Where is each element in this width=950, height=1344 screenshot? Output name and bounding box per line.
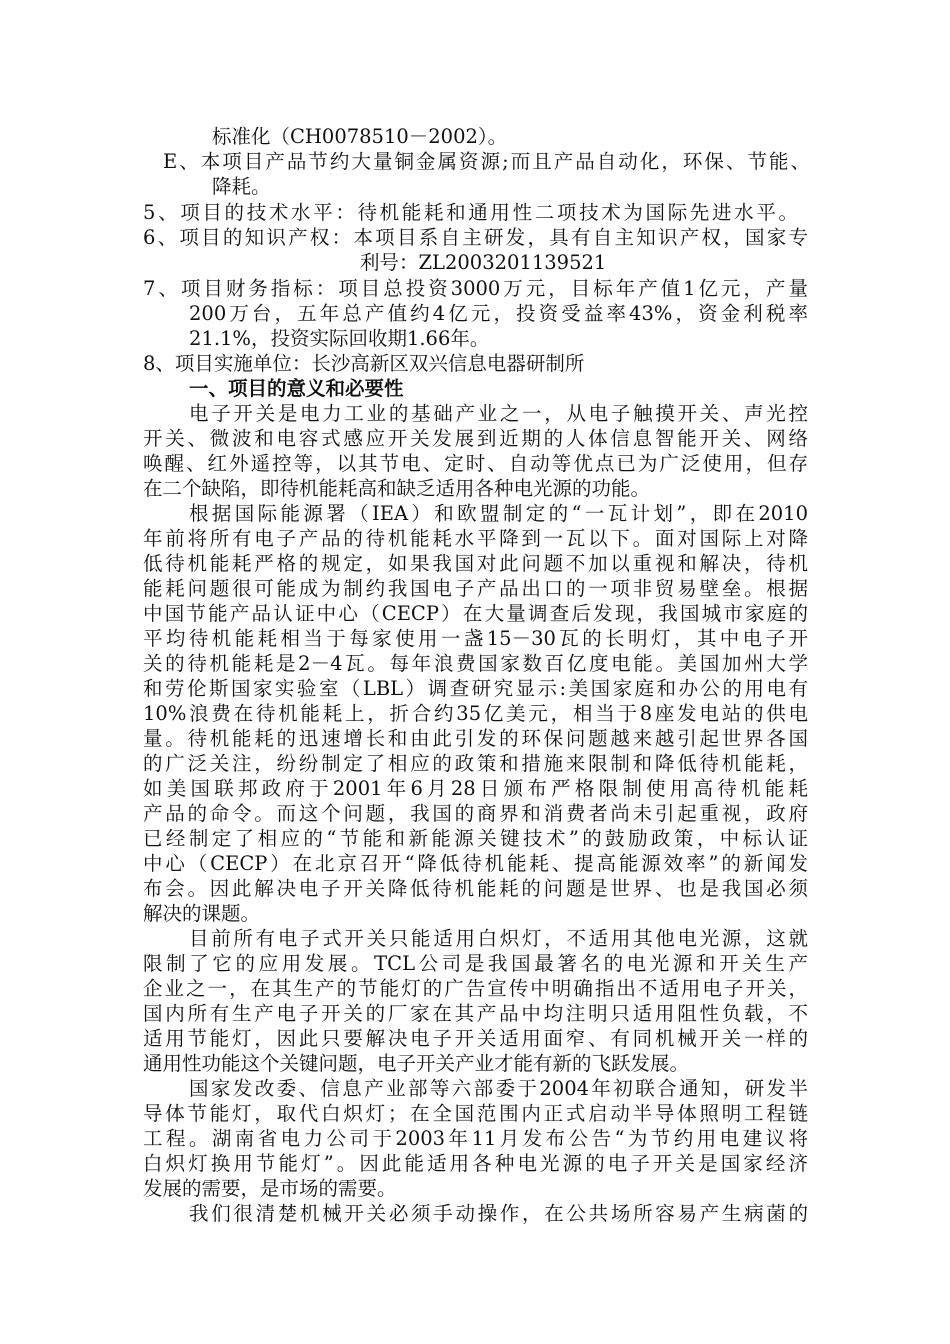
text-line: 开关、微波和电容式感应开关发展到近期的人体信息智能开关、网络	[143, 427, 808, 450]
text-line: 国内所有生产电子开关的厂家在其产品中均注明只适用阻性负载，不	[143, 1002, 808, 1025]
text-line: 目前所有电子式开关只能适用白炽灯，不适用其他电光源，这就	[189, 927, 808, 950]
text-line: 导体节能灯，取代白炽灯；在全国范围内正式启动半导体照明工程链	[143, 1102, 808, 1125]
text-line: 国家发改委、信息产业部等六部委于2004年初联合通知，研发半	[189, 1077, 808, 1100]
text-line: 工程。湖南省电力公司于2003年11月发布公告“为节约用电建议将	[143, 1127, 808, 1150]
text-line: 企业之一，在其生产的节能灯的广告宣传中明确指出不适用电子开关，	[143, 977, 808, 1000]
text-line: 解决的课题。	[143, 902, 261, 925]
text-line: 200万台，五年总产值约4亿元，投资受益率43%，资金利税率	[189, 302, 808, 325]
text-line: 标准化（CH0078510－2002）。	[212, 125, 508, 148]
text-line: 量。待机能耗的迅速增长和由此引发的环保问题越来越引起世界各国	[143, 727, 808, 750]
text-line: 适用节能灯，因此只要解决电子开关适用面窄、有同机械开关一样的	[143, 1027, 808, 1050]
text-line: 电子开关是电力工业的基础产业之一，从电子触摸开关、声光控	[189, 402, 808, 425]
text-line: 在二个缺陷，即待机能耗高和缺乏适用各种电光源的功能。	[143, 477, 651, 500]
text-line: 降耗。	[212, 175, 271, 198]
text-line: 能耗问题很可能成为制约我国电子产品出口的一项非贸易壁垒。根据	[143, 577, 808, 600]
text-line: 8、项目实施单位：长沙高新区双兴信息电器研制所	[143, 352, 585, 375]
text-line: 白炽灯换用节能灯”。因此能适用各种电光源的电子开关是国家经济	[143, 1152, 808, 1175]
text-line: 限制了它的应用发展。TCL公司是我国最箸名的电光源和开关生产	[143, 952, 808, 975]
text-line: 6、项目的知识产权：本项目系自主研发，具有自主知识产权，国家专	[143, 226, 808, 249]
text-line: 如美国联邦政府于2001年6月28日颁布严格限制使用高待机能耗	[143, 777, 808, 800]
text-line: 21.1%，投资实际回收期1.66年。	[189, 327, 490, 350]
text-line: 关的待机能耗是2－4瓦。每年浪费国家数百亿度电能。美国加州大学	[143, 652, 808, 675]
text-line: 中国节能产品认证中心（CECP）在大量调查后发现，我国城市家庭的	[143, 602, 808, 625]
text-line: 10%浪费在待机能耗上，折合约35亿美元，相当于8座发电站的供电	[143, 702, 808, 725]
text-line: 通用性功能这个关键问题，电子开关产业才能有新的飞跃发展。	[143, 1052, 690, 1075]
text-line: 7、项目财务指标：项目总投资3000万元，目标年产值1亿元，产量	[143, 277, 808, 300]
text-line: 年前将所有电子产品的待机能耗水平降到一瓦以下。面对国际上对降	[143, 527, 808, 550]
text-line: 发展的需要，是市场的需要。	[143, 1177, 397, 1200]
text-line: 5、项目的技术水平：待机能耗和通用性二项技术为国际先进水平。	[143, 201, 798, 224]
text-line: 根据国际能源署（IEA）和欧盟制定的“一瓦计划”，即在2010	[189, 502, 808, 525]
text-line: E、本项目产品节约大量铜金属资源;而且产品自动化，环保、节能、	[163, 150, 810, 173]
text-line: 布会。因此解决电子开关降低待机能耗的问题是世界、也是我国必须	[143, 877, 808, 900]
text-line: 产品的命令。而这个问题，我国的商界和消费者尚未引起重视，政府	[143, 802, 808, 825]
text-line: 已经制定了相应的“节能和新能源关键技术”的鼓励政策，中标认证	[143, 827, 808, 850]
section-heading: 一、项目的意义和必要性	[189, 377, 404, 400]
text-line: 我们很清楚机械开关必须手动操作，在公共场所容易产生病菌的	[189, 1202, 808, 1225]
text-line: 低待机能耗严格的规定，如果我国对此问题不加以重视和解决，待机	[143, 552, 808, 575]
text-line: 平均待机能耗相当于每家使用一盏15－30瓦的长明灯，其中电子开	[143, 627, 808, 650]
text-line: 利号：ZL2003201139521	[360, 251, 607, 274]
text-line: 和劳伦斯国家实验室（LBL）调查研究显示:美国家庭和办公的用电有	[143, 677, 808, 700]
text-line: 的广泛关注，纷纷制定了相应的政策和措施来限制和降低待机能耗，	[143, 752, 808, 775]
text-line: 中心（CECP）在北京召开“降低待机能耗、提高能源效率”的新闻发	[143, 852, 808, 875]
text-line: 唤醒、红外遥控等，以其节电、定时、自动等优点已为广泛使用，但存	[143, 452, 808, 475]
